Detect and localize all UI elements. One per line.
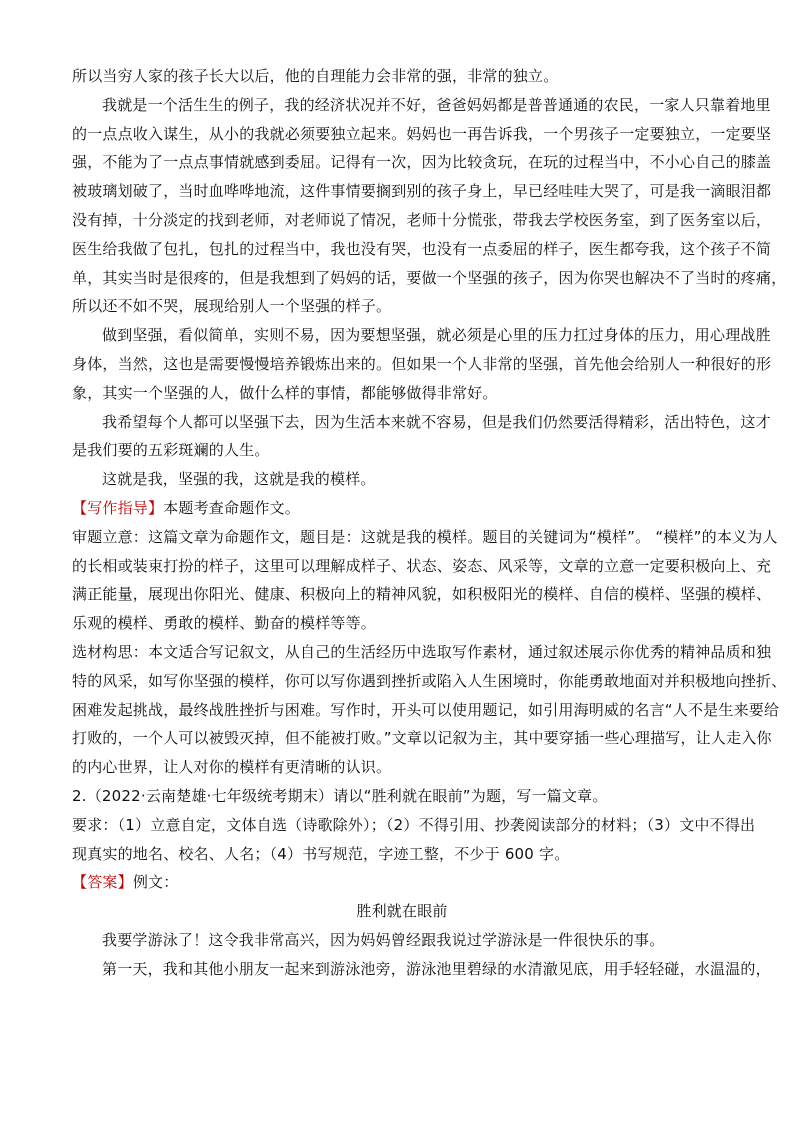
writing-guide-heading [72,494,732,523]
text-line: 身体，当然，这也是需要慢慢培养锻炼出来的。但如果一个人非常的坚强，首先他会给别人一种很好的形 [72,354,772,373]
text-line: 这就是我，坚强的我，这就是我的模样。 [102,470,376,489]
document-page [72,62,787,984]
text-line: 医生给我做了包扎，包扎的过程当中，我也没有哭，也没有一点委屈的样子，医生都夸我，这个孩子不简 [72,239,772,258]
text-line: 我希望每个人都可以坚强下去，因为生活本来就不容易，但是我们仍然要活得精彩，活出特色，这才 [102,412,771,431]
guide-line: 选材构思：本文适合写记叙文，从自己的生活经历中选取写作素材，通过叙述展示你优秀的精神品质和独 [72,642,772,661]
text-line: 没有掉，十分淡定的找到老师，对老师说了情况，老师十分慌张，带我去学校医务室，到了医务室以后， [72,210,772,229]
question-2-line: 2.（2022·云南楚雄·七年级统考期末）请以“胜利就在眼前”为题，写一篇文章。 [72,786,608,805]
guide-line: 的长相或装束打扮的样子，这里可以理解成样子、状态、姿态、风采等，文章的立意一定要积极向上、充 [72,556,772,575]
requirement-line: 要求：（1）立意自定，文体自选（诗歌除外）；（2）不得引用、抄袭阅读部分的材料；（3）文中不得出 [72,815,756,834]
guide-line: 的内心世界，让人对你的模样有更清晰的认识。 [72,758,392,777]
text-line: 所以还不如不哭，展现给别人一个坚强的样子。 [72,297,392,316]
guide-line: 打败的，一个人可以被毁灭掉，但不能被打败。”文章以记叙为主，其中要穿插一些心理描写，让人走入你 [72,729,772,748]
guide-line: 审题立意：这篇文章为命题作文，题目是：这就是我的模样。题目的关键词为“模样”。 “模样”的本义为人 [72,527,778,546]
essay-line: 我要学游泳了！这令我非常高兴，因为妈妈曾经跟我说过学游泳是一件很快乐的事。 [102,930,665,949]
writing-guide-text: 本题考查命题作文。 [163,498,301,517]
text-line: 强，不能为了一点点事情就感到委屈。记得有一次，因为比较贪玩，在玩的过程当中，不小心自己的膝盖 [72,153,772,172]
text-line: 的一点点收入谋生，从小的我就必须要独立起来。妈妈也一再告诉我，一个男孩子一定要独立，一定要坚 [72,124,772,143]
text-line: 象，其实一个坚强的人，做什么样的事情，都能够做得非常好。 [72,383,498,402]
guide-line: 乐观的模样、勇敢的模样、勤奋的模样等等。 [72,614,377,633]
answer-tag: 【答案】 [72,873,133,892]
answer-heading [72,868,732,897]
guide-line: 满正能量，展现出你阳光、健康、积极向上的精神风貌，如积极阳光的模样、自信的模样、坚强的模样、 [72,585,772,604]
text-line: 是我们要的五彩斑斓的人生。 [72,441,270,460]
text-line: 我就是一个活生生的例子，我的经济状况并不好，爸爸妈妈都是普普通通的农民，一家人只靠着地里 [102,95,771,114]
answer-text: 例文： [132,873,179,892]
text-line: 做到坚强，看似简单，实则不易，因为要想坚强，就必须是心里的压力扛过身体的压力，用心理战胜 [102,326,771,345]
essay-title: 胜利就在眼前 [356,902,448,921]
writing-guide-tag: 【写作指导】 [72,498,164,517]
text-line: 单，其实当时是很疼的，但是我想到了妈妈的话，要做一个坚强的孩子，因为你哭也解决不了当时的疼痛， [72,268,787,287]
guide-line: 困难发起挑战，最终战胜挫折与困难。写作时，开头可以使用题记，如引用海明威的名言“人不是生来要给 [72,700,780,719]
text-line: 被玻璃划破了，当时血哗哗地流，这件事情要搁到别的孩子身上，早已经哇哇大哭了，可是我一滴眼泪都 [72,182,772,201]
text-line: 所以当穷人家的孩子长大以后，他的自理能力会非常的强，非常的独立。 [72,67,559,85]
guide-line: 特的风采，如写你坚强的模样，你可以写你遇到挫折或陷入人生困境时，你能勇敢地面对并积极地向挫折、 [72,671,787,690]
requirement-line: 现真实的地名、校名、人名；（4）书写规范，字迹工整，不少于 600 字。 [72,844,570,863]
essay-line: 第一天，我和其他小朋友一起来到游泳池旁，游泳池里碧绿的水清澈见底，用手轻轻碰，水温温的， [102,959,771,978]
